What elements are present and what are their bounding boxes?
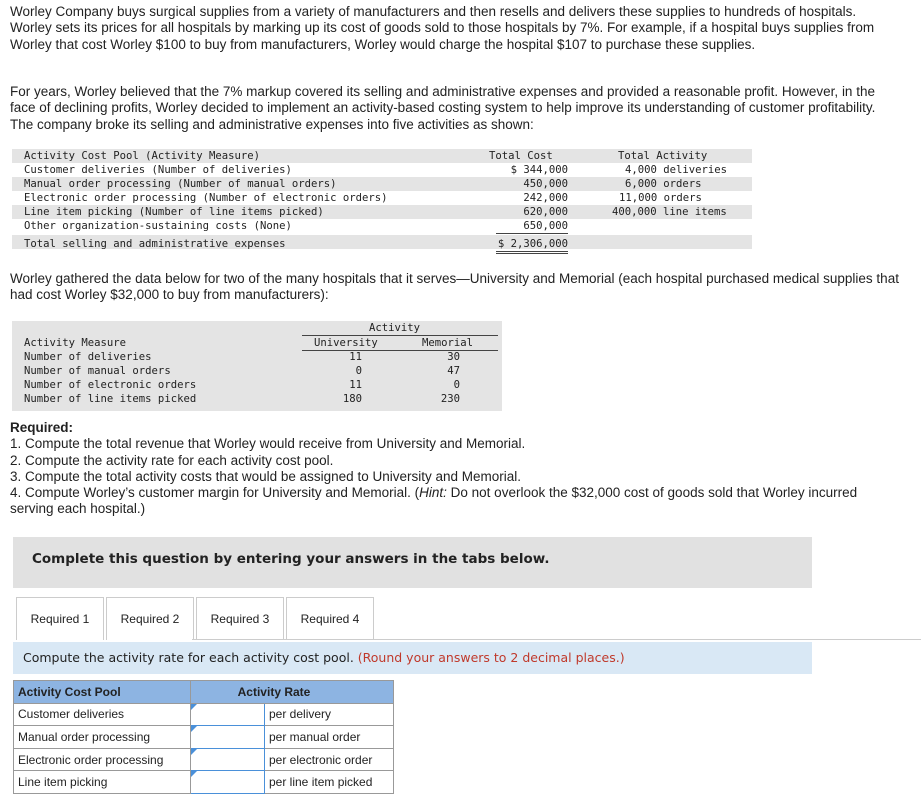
hosp-header-measure: Activity Measure [24,337,127,349]
required-item-4-text: 4. Compute Worley’s customer margin for University and Memorial. ( [10,485,420,501]
table-row [14,703,394,726]
hosp-header-memorial: Memorial [422,337,474,349]
hosp-row-measure: Number of electronic orders [24,379,197,391]
rate-input-customer-deliveries[interactable] [191,704,264,726]
cost-row-activity: 400,000 line items [612,206,727,218]
cost-row-cost: $ 344,000 [510,164,568,176]
hosp-row-measure: Number of manual orders [24,365,171,377]
hosp-row-memorial: 30 [447,351,460,363]
cost-row-cost: 450,000 [523,178,568,190]
cost-row-cost: 242,000 [523,192,568,204]
rate-unit: per delivery [265,703,394,726]
cost-row-pool: Line item picking (Number of line items picked) [24,206,324,218]
rate-unit: per line item picked [265,771,394,794]
tab-instruction [13,642,812,674]
pool-label: Electronic order processing [14,748,191,771]
hosp-row-measure: Number of line items picked [24,393,197,405]
hosp-row-university: 180 [342,393,362,405]
cost-row-pool: Electronic order processing (Number of electronic orders) [24,192,388,204]
cost-row-cost: 620,000 [523,206,568,218]
rate-input-cell[interactable] [191,748,265,771]
tab-required-1[interactable]: Required 1 [16,597,104,640]
hosp-row-university: 11 [349,351,362,363]
cost-row-pool: Customer deliveries (Number of deliveries) [24,164,292,176]
cost-row-activity: 4,000 deliveries [625,164,728,176]
cost-row-pool: Manual order processing (Number of manual orders) [24,178,337,190]
cost-total-label: Total selling and administrative expenses [24,238,286,250]
hosp-row-university: 11 [349,379,362,391]
required-item-4-hint: Hint: [419,485,447,501]
rate-input-electronic-orders[interactable] [191,749,264,771]
col-header-rate: Activity Rate [191,681,394,704]
cost-header-total-cost: Total Cost [489,150,553,162]
col-header-pool: Activity Cost Pool [14,681,191,704]
required-section [10,420,900,518]
cost-row-cost: 650,000 [523,220,568,232]
hospital-activity-table [12,321,502,411]
rate-input-cell[interactable] [191,703,265,726]
rate-input-cell[interactable] [191,771,265,794]
required-item-1: 1. Compute the total revenue that Worley would receive from University and Memorial. [10,436,526,452]
banner-text: Complete this question by entering your answers in the tabs below. [32,551,550,567]
intro-paragraph-1: Worley Company buys surgical supplies from a variety of manufacturers and then resells and delivers these supplies to hundreds of hospitals. Worley sets its prices for all hospitals by marking up its cost of goods sold to those hospitals by 7%. For example, if a hospital buys supplies from Worley that cost Worley $100 to buy from manufacturers, Worley would charge the hospital $107 to purchase these supplies. [10,4,875,52]
rate-input-manual-orders[interactable] [191,726,264,748]
hosp-row-measure: Number of deliveries [24,351,152,363]
table-row [14,726,394,749]
instruction-main: Compute the activity rate for each activity cost pool. [23,650,358,665]
hosp-header-university: University [314,337,378,349]
tab-required-4[interactable]: Required 4 [286,597,374,640]
intro-paragraph-2: For years, Worley believed that the 7% markup covered its selling and administrative expenses and provided a reasonable profit. However, in the face of declining profits, Worley decided to implement an activity-based costing system to help improve its understanding of customer profitability. The company broke its selling and administrative expenses into five activities as shown: [10,84,876,132]
rate-input-cell[interactable] [191,726,265,749]
cost-row-activity: 6,000 orders [625,178,702,190]
cost-row-activity: 11,000 orders [619,192,702,204]
hosp-row-memorial: 230 [440,393,460,405]
cost-row-pool: Other organization-sustaining costs (None) [24,220,292,232]
pool-label: Customer deliveries [14,703,191,726]
pool-label: Manual order processing [14,726,191,749]
required-item-4 [10,485,900,518]
cost-header-total-activity: Total Activity [618,150,708,162]
table-row [14,771,394,794]
rate-unit: per manual order [265,726,394,749]
hosp-group-header: Activity [369,322,421,334]
required-title: Required: [10,420,74,435]
activity-rate-table [13,680,394,794]
hosp-row-university: 0 [355,365,362,377]
hosp-row-memorial: 47 [447,365,460,377]
instruction-note: (Round your answers to 2 decimal places.) [357,650,625,665]
cost-header-pool: Activity Cost Pool (Activity Measure) [24,150,260,162]
cost-total-value: $ 2,306,000 [497,238,568,250]
required-item-2: 2. Compute the activity rate for each activity cost pool. [10,452,334,468]
hospital-data-paragraph: Worley gathered the data below for two of the many hospitals that it serves—University and Memorial (each hospital purchased medical supplies that had cost Worley $32,000 to buy from manufacturers): [10,271,899,303]
table-row [14,748,394,771]
tab-required-2[interactable]: Required 2 [106,597,194,640]
pool-label: Line item picking [14,771,191,794]
required-item-3: 3. Compute the total activity costs that would be assigned to University and Memorial. [10,468,521,484]
rate-unit: per electronic order [265,748,394,771]
rate-input-line-item-picking[interactable] [191,771,264,793]
tab-required-3[interactable]: Required 3 [196,597,284,640]
required-item-4-text-end: Do not overlook the $32,000 cost of goods sold that Worley incurred serving each hospital.) [10,485,858,517]
instruction-banner [13,537,812,588]
hosp-row-memorial: 0 [453,379,460,391]
